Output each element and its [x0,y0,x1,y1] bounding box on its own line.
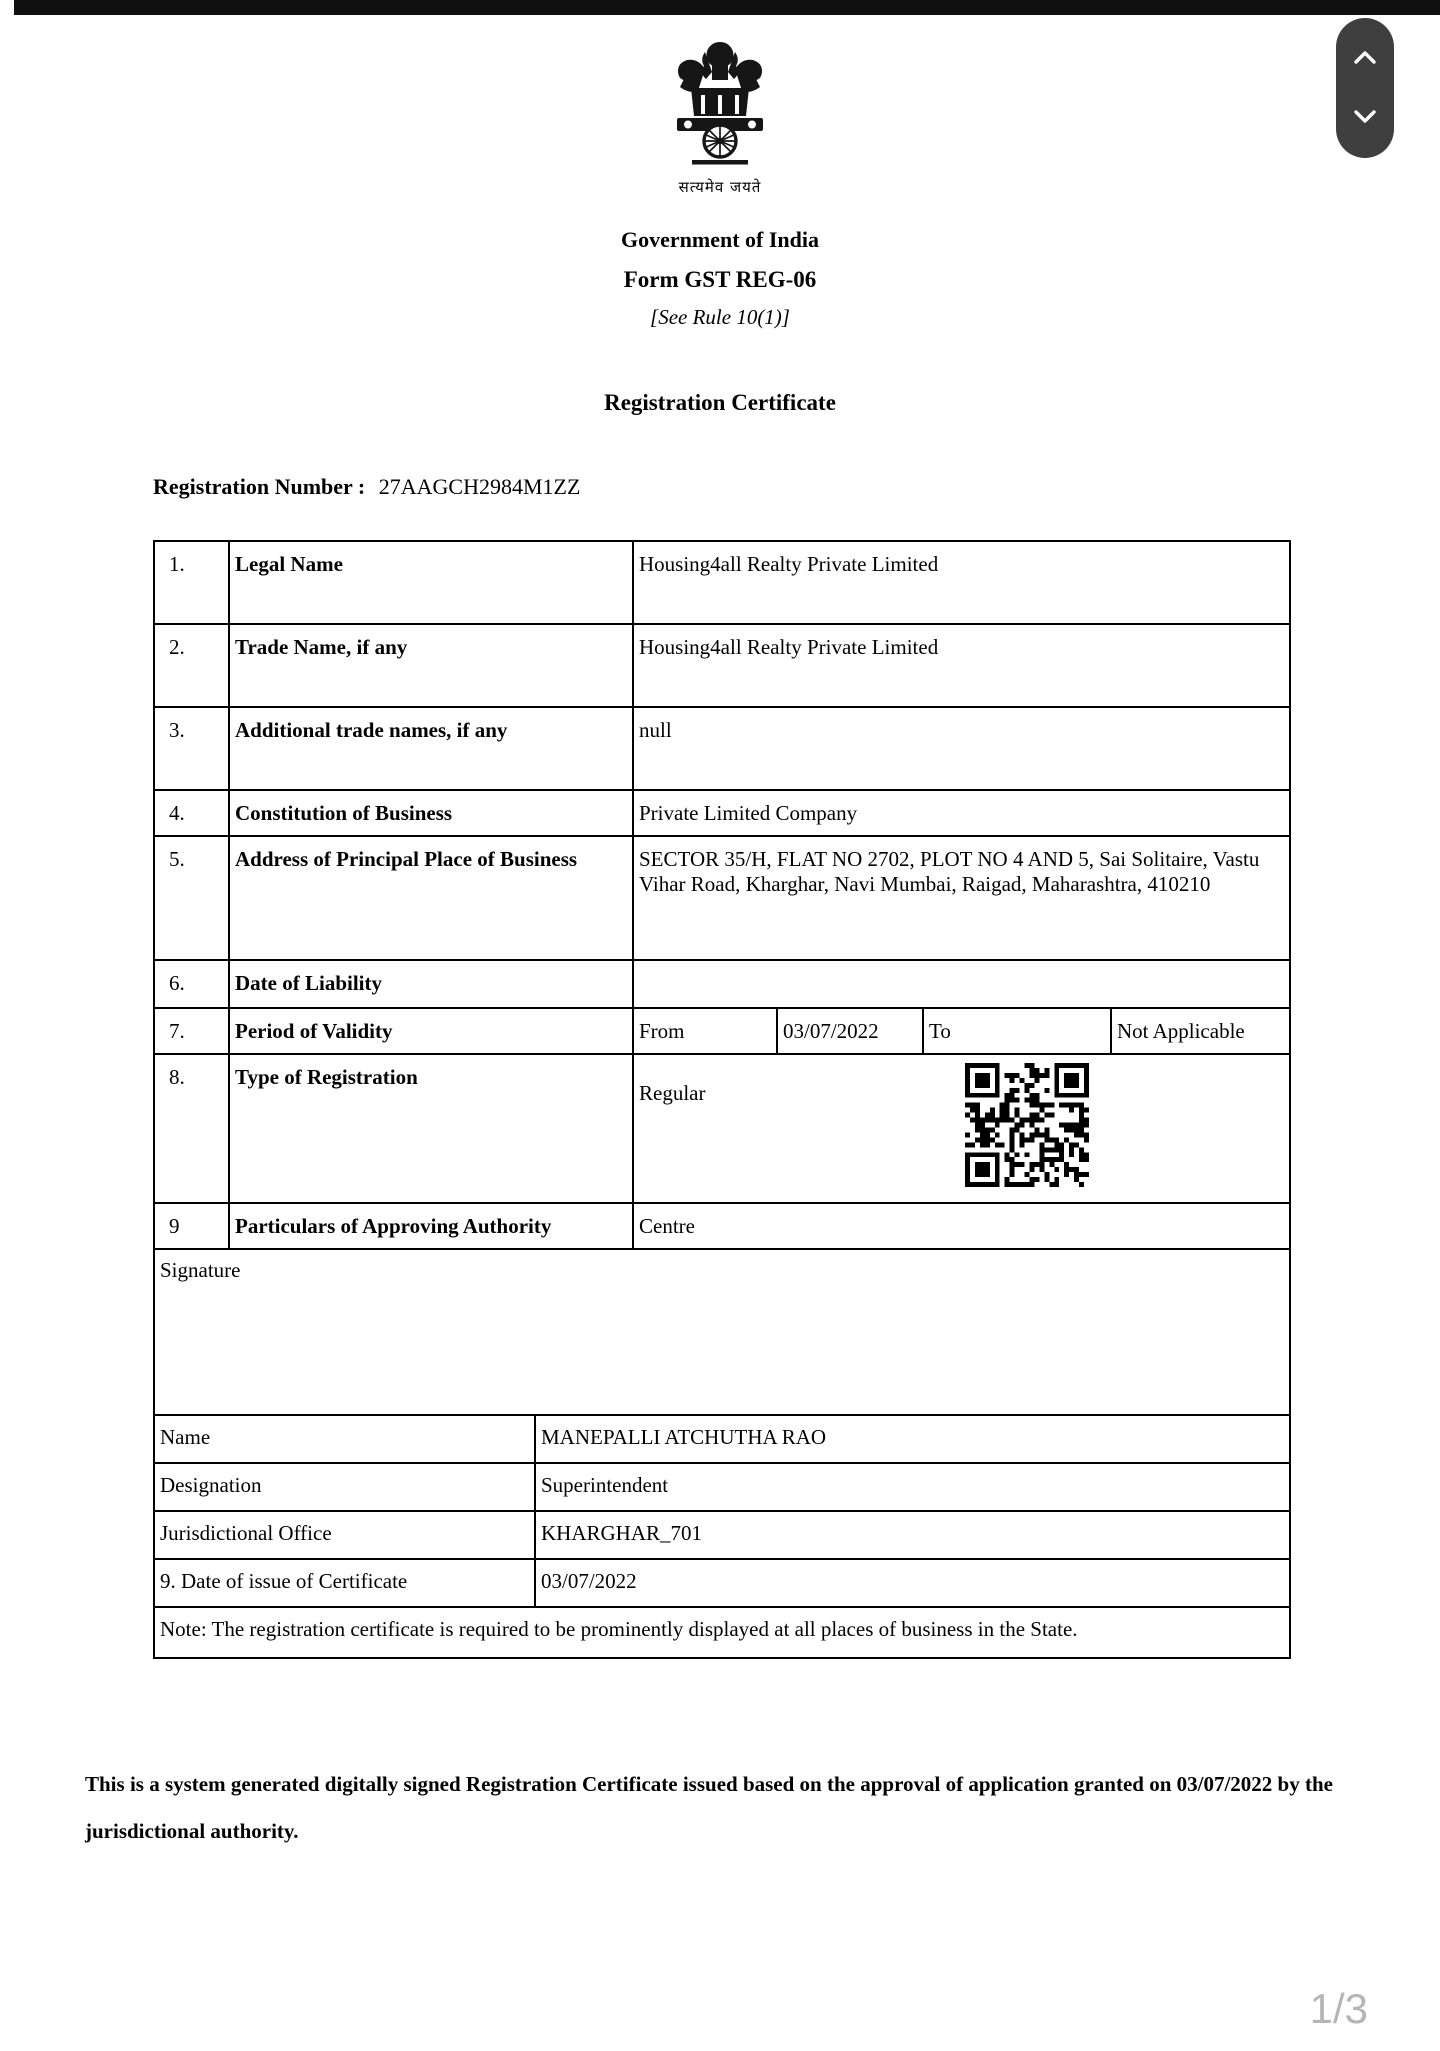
row-label: Legal Name [230,542,634,623]
emblem-caption: सत्यमेव जयते [678,178,762,196]
top-bar [14,0,1440,15]
row-serial: 5. [155,837,230,959]
document-title: Registration Certificate [604,390,836,415]
table-row-date-of-issue [155,1560,1289,1608]
detail-value: MANEPALLI ATCHUTHA RAO [541,1425,827,1449]
row-serial: 2. [155,625,230,706]
validity-cells [634,1009,1289,1053]
qr-code [965,1063,1089,1187]
registration-type-value: Regular [639,1081,706,1105]
row-serial: 4. [155,791,230,835]
detail-label: Designation [155,1464,536,1510]
row-label: Particulars of Approving Authority [230,1204,634,1248]
row-value [634,961,1289,1007]
rule-reference: [See Rule 10(1)] [650,305,790,329]
row-label: Period of Validity [230,1009,634,1053]
certificate-table [153,540,1291,1659]
table-row-principal-address [155,837,1289,961]
detail-label: 9. Date of issue of Certificate [155,1560,536,1606]
form-name-heading: Form GST REG-06 [623,267,817,292]
row-serial: 8. [155,1055,230,1202]
signature-cell: Signature [160,1258,241,1282]
validity-from-value: 03/07/2022 [778,1009,924,1053]
scroll-up-button[interactable] [1345,38,1385,78]
row-serial: 1. [155,542,230,623]
row-serial: 3. [155,708,230,789]
registration-type-cell [634,1055,1289,1202]
row-label: Type of Registration [230,1055,634,1202]
scroll-down-button[interactable] [1345,98,1385,138]
table-row-note [155,1608,1289,1657]
detail-label: Name [155,1416,536,1462]
detail-value: KHARGHAR_701 [541,1521,703,1545]
row-label: Trade Name, if any [230,625,634,706]
table-row-jurisdictional-office [155,1512,1289,1560]
detail-value: 03/07/2022 [541,1569,637,1593]
scroll-pill [1336,18,1394,158]
row-value: Centre [639,1214,695,1238]
government-of-india-heading: Government of India [621,227,819,252]
table-row-type-of-registration [155,1055,1289,1204]
registration-number-line [153,474,1440,500]
table-row-constitution [155,791,1289,837]
table-row-designation [155,1464,1289,1512]
row-serial: 6. [155,961,230,1007]
page-indicator: 1/3 [1309,1985,1368,2032]
validity-to-label: To [924,1009,1112,1053]
row-value: SECTOR 35/H, FLAT NO 2702, PLOT NO 4 AND 5, Sai Solitaire, Vastu Vihar Road, Kharghar, Navi Mumbai, Raigad, Maharashtra, 410210 [639,847,1260,896]
table-row-date-of-liability [155,961,1289,1009]
emblem-block [0,40,1440,197]
registration-number-label: Registration Number : [153,474,366,499]
india-emblem-icon [672,153,768,170]
row-label: Address of Principal Place of Business [230,837,634,959]
note-text: Note: The registration certificate is required to be prominently displayed at all places of business in the State. [160,1617,1078,1641]
system-generated-disclaimer: This is a system generated digitally signed Registration Certificate issued based on the approval of application granted on 03/07/2022 by the jurisdictional authority. [85,1772,1333,1844]
row-serial: 9 [155,1204,230,1248]
chevron-down-icon [1353,109,1377,128]
row-value: Private Limited Company [639,801,858,825]
detail-label: Jurisdictional Office [155,1512,536,1558]
row-value: Housing4all Realty Private Limited [639,552,939,576]
table-row-approving-authority [155,1204,1289,1250]
row-value: Housing4all Realty Private Limited [639,635,939,659]
registration-number-value: 27AAGCH2984M1ZZ [378,474,581,499]
table-row-legal-name [155,542,1289,625]
validity-from-label: From [634,1009,778,1053]
row-label: Constitution of Business [230,791,634,835]
row-value: null [639,718,672,742]
validity-to-value: Not Applicable [1117,1019,1245,1043]
table-row-trade-name [155,625,1289,708]
chevron-up-icon [1353,49,1377,68]
detail-value: Superintendent [541,1473,669,1497]
table-row-period-of-validity [155,1009,1289,1055]
table-row-name [155,1416,1289,1464]
row-label: Date of Liability [230,961,634,1007]
table-row-signature [155,1250,1289,1416]
row-serial: 7. [155,1009,230,1053]
table-row-additional-trade-names [155,708,1289,791]
row-label: Additional trade names, if any [230,708,634,789]
